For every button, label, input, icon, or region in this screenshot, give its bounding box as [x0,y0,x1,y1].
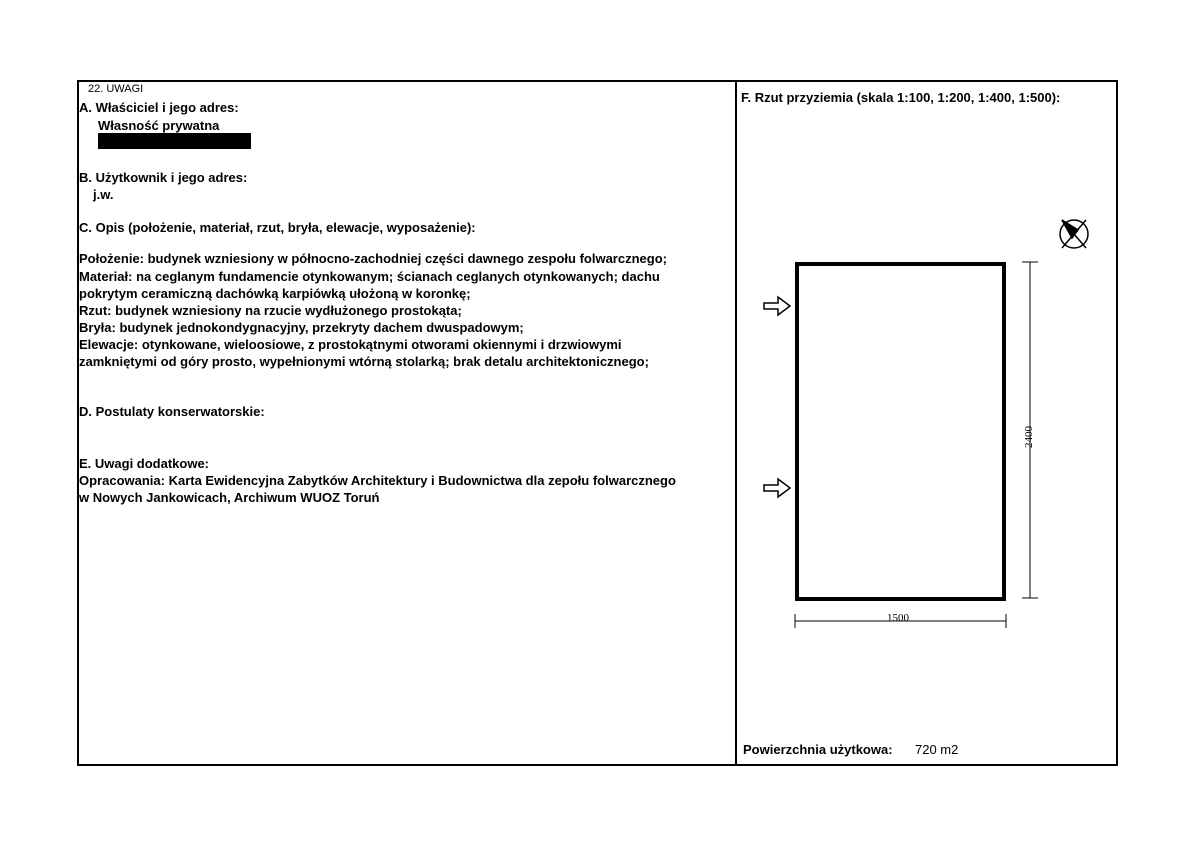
redacted-address [98,133,251,149]
entrance-arrow-icon [764,297,790,315]
floor-plan-drawing [760,210,1100,630]
column-divider [735,80,737,766]
notes-heading: E. Uwagi dodatkowe: [79,456,210,471]
description-line: pokrytym ceramiczną dachówką karpiówką ułożoną w koronkę; [79,286,471,301]
description-heading: C. Opis (położenie, materiał, rzut, bryła, elewacje, wyposażenie): [79,220,476,235]
notes-line: Opracowania: Karta Ewidencyjna Zabytków Architektury i Budownictwa dla zepołu folwarcznego [79,473,676,488]
conservation-heading: D. Postulaty konserwatorskie: [79,404,265,419]
section-title: 22. UWAGI [88,83,144,95]
description-line: zamkniętymi od góry prosto, wypełnionymi wtórną stolarką; brak detalu architektonicznego; [79,354,649,369]
building-outline [797,264,1004,599]
floorplan-heading: F. Rzut przyziemia (skala 1:100, 1:200, 1:400, 1:500): [741,90,1061,105]
dimension-vertical-label: 2400 [1023,426,1035,448]
owner-heading: A. Właściciel i jego adres: [79,100,239,115]
description-line: Materiał: na ceglanym fundamencie otynkowanym; ścianach ceglanych otynkowanych; dachu [79,269,660,284]
description-line: Położenie: budynek wzniesiony w północno-zachodniej części dawnego zespołu folwarcznego; [79,251,667,266]
notes-line: w Nowych Jankowicach, Archiwum WUOZ Toruń [79,490,380,505]
usable-area-label: Powierzchnia użytkowa: [743,742,893,757]
user-heading: B. Użytkownik i jego adres: [79,170,248,185]
owner-value: Własność prywatna [98,118,220,133]
entrance-arrow-icon [764,479,790,497]
description-line: Rzut: budynek wzniesiony na rzucie wydłużonego prostokąta; [79,303,462,318]
description-line: Bryła: budynek jednokondygnacyjny, przekryty dachem dwuspadowym; [79,320,524,335]
dimension-horizontal-label: 1500 [887,612,909,624]
user-value: j.w. [93,187,114,202]
description-line: Elewacje: otynkowane, wieloosiowe, z prostokątnymi otworami okiennymi i drzwiowymi [79,337,622,352]
usable-area-value: 720 m2 [915,742,959,757]
north-arrow-icon [1060,220,1088,248]
